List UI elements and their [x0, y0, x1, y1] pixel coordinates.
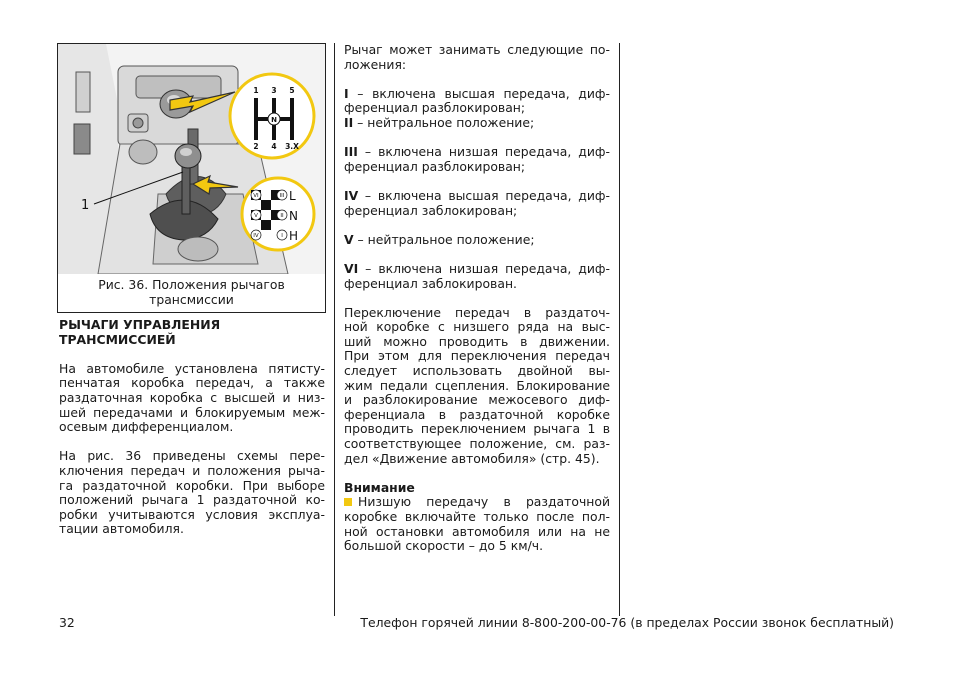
gear-neutral-label: N — [271, 116, 277, 124]
transfer-position-label: I — [281, 233, 283, 239]
position-item: IV – включена высшая передача, диф- ференциал заблокирован; — [344, 187, 610, 218]
section-heading: РЫЧАГИ УПРАВЛЕНИЯ ТРАНСМИССИЕЙ — [59, 317, 221, 347]
transfer-range-label: H — [289, 229, 299, 243]
paragraph-shifting: Переключение передач в раздаточ- ной коробке с низшего ряда на выс- ший можно проводить в движении. При этом для переключения передач следует использовать двойной вы- жим педали сцепления. Блокирование и разблокирование межосевого диф- ференциала в раздаточной коробке проводить переключением рычага 1 в соответствующее положение, см. раз- дел «Движение автомобиля» (стр. 45). — [344, 304, 610, 466]
transfer-range-label: L — [289, 189, 296, 203]
position-item: I – включена высшая передача, диф- ференциал разблокирован; — [344, 85, 610, 116]
transfer-range-label: N — [289, 209, 298, 223]
caption-line: трансмиссии — [149, 291, 234, 307]
page-number: 32 — [59, 615, 75, 630]
figure-caption — [58, 278, 325, 307]
transfer-position-label: IV — [253, 233, 259, 239]
warning-text: Низшую передачу в раздаточной коробке включайте только после пол- ной остановки автомобиля или на не большой скорости – до 5 км/ч. — [344, 494, 610, 554]
left-column — [59, 318, 325, 537]
transfer-position-label: VI — [253, 193, 259, 199]
gear-label: 3 — [271, 86, 277, 95]
positions-intro: Рычаг может занимать следующие по- ложения: — [344, 42, 610, 72]
position-item: II – нейтральное положение; — [344, 114, 535, 130]
caption-line: Рис. 36. Положения рычагов — [98, 277, 285, 292]
position-item: III – включена низшая передача, диф- ференциал разблокирован; — [344, 144, 610, 174]
gear-label: 3.X — [285, 142, 299, 151]
callout-label: 1 — [81, 198, 90, 213]
column-divider-left — [334, 43, 335, 616]
transfer-position-label: V — [254, 213, 258, 219]
gear-label: 2 — [253, 142, 259, 151]
transfer-position-label: III — [279, 193, 285, 199]
hotline-footer: Телефон горячей линии 8-800-200-00-76 (в пределах России звонок бесплатный) — [360, 615, 894, 630]
position-item: VI – включена низшая передача, диф- ференциал заблокирован. — [344, 260, 610, 291]
right-column — [344, 43, 610, 554]
position-item: V – нейтральное положение; — [344, 231, 535, 247]
transfer-position-label: II — [280, 213, 284, 219]
gear-label: 1 — [253, 86, 259, 95]
figure-36 — [57, 43, 326, 313]
warning-title: Внимание — [344, 479, 415, 495]
paragraph-figure-reference: На рис. 36 приведены схемы пере- ключения передач и положения рыча- га раздаточной коробки. При выборе положений рычага 1 раздаточной ко- робки учитываются условия эксплуа- тации автомобиля. — [59, 448, 325, 537]
warning-marker-icon — [344, 498, 352, 506]
gear-label: 4 — [271, 142, 277, 151]
gear-label: 5 — [289, 86, 295, 95]
gearshift-illustration — [58, 44, 325, 274]
paragraph-intro: На автомобиле установлена пятисту- пенчатая коробка передач, а также раздаточная коробка с высшей и низ- шей передачами и блокируемым меж- осевым дифференциалом. — [59, 360, 325, 435]
column-divider-right — [619, 43, 620, 616]
